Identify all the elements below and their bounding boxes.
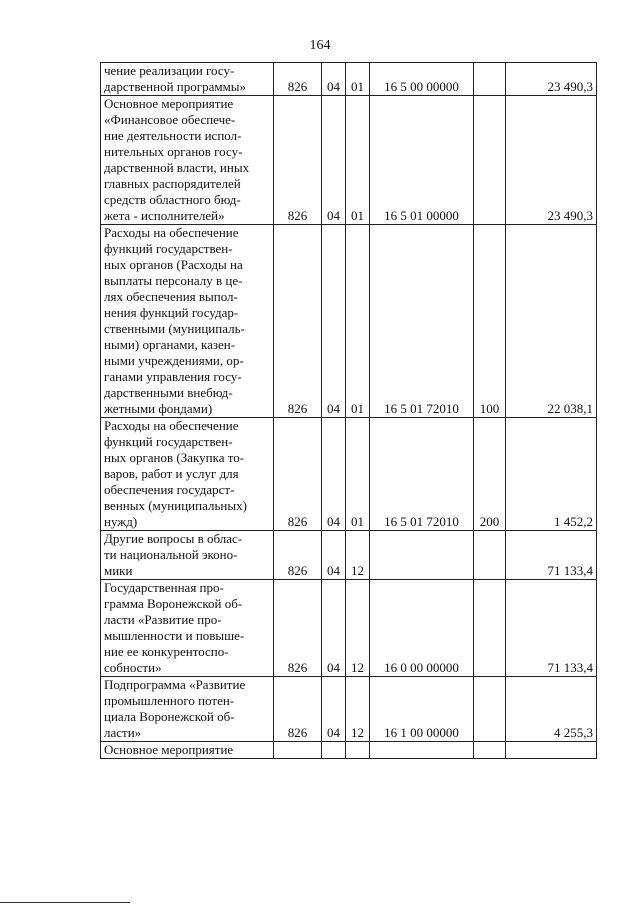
row-target-article-cell: 16 0 00 00000 xyxy=(370,580,474,677)
table-row xyxy=(101,677,597,742)
row-target-article-cell: 16 1 00 00000 xyxy=(370,677,474,742)
budget-table-body xyxy=(101,63,597,759)
row-expense-type-cell xyxy=(474,580,506,677)
row-name-cell: Расходы на обеспечение функций государствен- ных органов (Закупка то- варов, работ и услуг для обеспечения государст- венных (муниципальных) нужд) xyxy=(101,418,274,531)
row-expense-type-cell xyxy=(474,677,506,742)
row-admin-code-cell: 826 xyxy=(274,418,322,531)
row-name-cell: Расходы на обеспечение функций государствен- ных органов (Расходы на выплаты персоналу в це- лях обеспечения выпол- нения функций государ- ственными (муниципаль- ными) органами, казен- ными учреждениями, ор- ганами управления госу- дарственными внебюд- жетными фондами) xyxy=(101,225,274,418)
row-amount-cell: 22 038,1 xyxy=(506,225,597,418)
row-section-cell: 04 xyxy=(322,580,346,677)
row-name-cell: Основное мероприятие «Финансовое обеспече- ние деятельности испол- нительных органов госу- дарственной власти, иных главных распорядителей средств областного бюд- жета - исполнителей» xyxy=(101,96,274,225)
row-admin-code-cell: 826 xyxy=(274,677,322,742)
row-name-cell: чение реализации госу- дарственной программы» xyxy=(101,63,274,96)
row-expense-type-cell xyxy=(474,531,506,580)
row-section-cell: 04 xyxy=(322,418,346,531)
row-target-article-cell: 16 5 01 72010 xyxy=(370,225,474,418)
row-amount-cell xyxy=(506,742,597,759)
row-name-cell: Государственная про- грамма Воронежской об- ласти «Развитие про- мышленности и повыше- ние ее конкурентоспо- собности» xyxy=(101,580,274,677)
row-subsection-cell: 01 xyxy=(346,225,370,418)
row-name-cell: Другие вопросы в облас- ти национальной эконо- мики xyxy=(101,531,274,580)
row-admin-code-cell: 826 xyxy=(274,225,322,418)
row-target-article-cell: 16 5 01 72010 xyxy=(370,418,474,531)
row-subsection-cell: 12 xyxy=(346,580,370,677)
row-admin-code-cell xyxy=(274,742,322,759)
page-number: 164 xyxy=(309,38,331,53)
row-target-article-cell: 16 5 01 00000 xyxy=(370,96,474,225)
row-amount-cell: 23 490,3 xyxy=(506,96,597,225)
table-row xyxy=(101,96,597,225)
row-section-cell: 04 xyxy=(322,63,346,96)
row-subsection-cell xyxy=(346,742,370,759)
row-subsection-cell: 01 xyxy=(346,418,370,531)
row-target-article-cell xyxy=(370,531,474,580)
row-subsection-cell: 12 xyxy=(346,677,370,742)
row-admin-code-cell: 826 xyxy=(274,531,322,580)
row-admin-code-cell: 826 xyxy=(274,580,322,677)
table-row xyxy=(101,531,597,580)
row-amount-cell: 71 133,4 xyxy=(506,531,597,580)
row-subsection-cell: 12 xyxy=(346,531,370,580)
row-target-article-cell xyxy=(370,742,474,759)
table-row xyxy=(101,742,597,759)
row-expense-type-cell: 200 xyxy=(474,418,506,531)
row-section-cell xyxy=(322,742,346,759)
row-section-cell: 04 xyxy=(322,531,346,580)
row-admin-code-cell: 826 xyxy=(274,96,322,225)
row-amount-cell: 1 452,2 xyxy=(506,418,597,531)
row-expense-type-cell xyxy=(474,96,506,225)
footer-divider xyxy=(0,902,130,903)
row-admin-code-cell: 826 xyxy=(274,63,322,96)
table-row xyxy=(101,418,597,531)
row-subsection-cell: 01 xyxy=(346,96,370,225)
row-name-cell: Подпрограмма «Развитие промышленного потен- циала Воронежской об- ласти» xyxy=(101,677,274,742)
row-expense-type-cell xyxy=(474,63,506,96)
budget-table xyxy=(100,62,597,759)
table-row xyxy=(101,63,597,96)
row-expense-type-cell xyxy=(474,742,506,759)
row-amount-cell: 71 133,4 xyxy=(506,580,597,677)
row-name-cell: Основное мероприятие xyxy=(101,742,274,759)
table-row xyxy=(101,580,597,677)
row-amount-cell: 23 490,3 xyxy=(506,63,597,96)
table-row xyxy=(101,225,597,418)
row-subsection-cell: 01 xyxy=(346,63,370,96)
row-target-article-cell: 16 5 00 00000 xyxy=(370,63,474,96)
row-section-cell: 04 xyxy=(322,677,346,742)
row-section-cell: 04 xyxy=(322,96,346,225)
row-expense-type-cell: 100 xyxy=(474,225,506,418)
row-section-cell: 04 xyxy=(322,225,346,418)
row-amount-cell: 4 255,3 xyxy=(506,677,597,742)
